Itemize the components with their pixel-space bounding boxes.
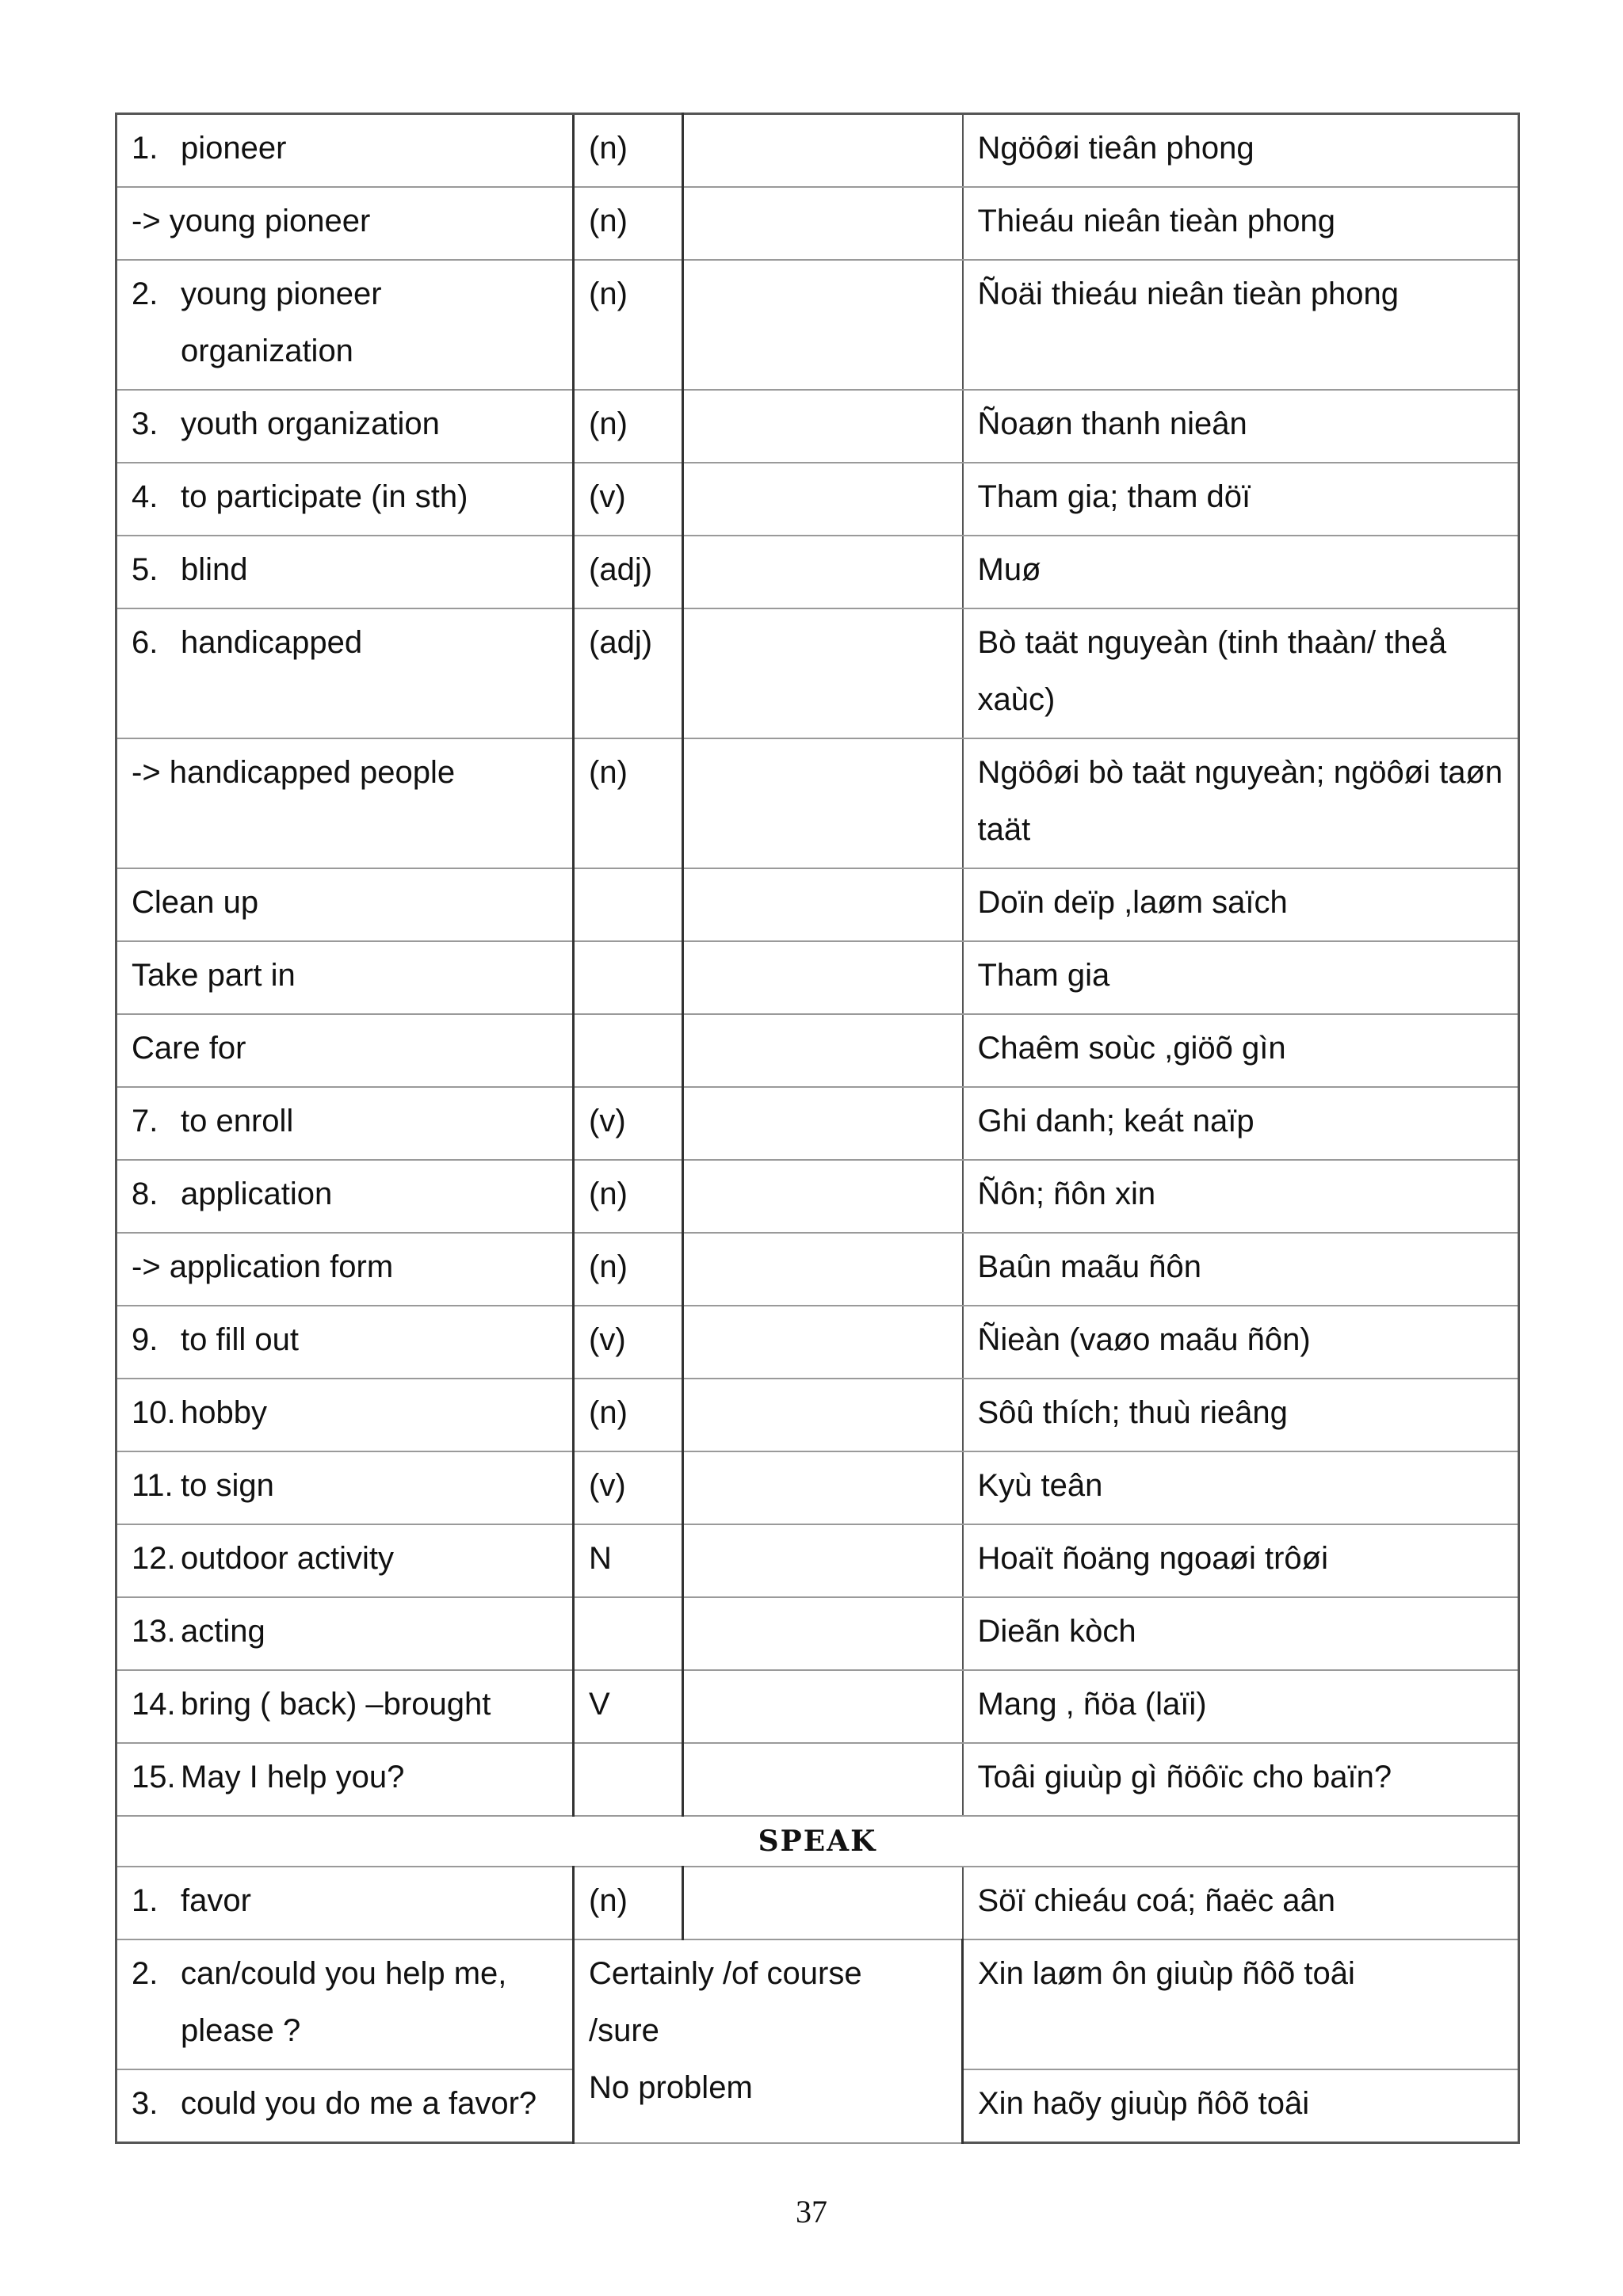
word-cell	[116, 608, 574, 738]
item-number: 8.	[132, 1177, 158, 1211]
word-cell	[116, 1087, 574, 1160]
part-of-speech	[574, 941, 683, 1014]
speak-heading: SPEAK	[116, 1816, 1519, 1867]
word-entry	[132, 120, 558, 177]
word-entry	[132, 614, 558, 671]
table-row	[116, 260, 1519, 390]
word-entry	[132, 1872, 558, 1929]
table-row	[116, 1597, 1519, 1670]
blank-cell	[683, 536, 963, 608]
table-row	[116, 390, 1519, 463]
item-number: 6.	[132, 625, 158, 660]
word-cell	[116, 941, 574, 1014]
vietnamese-meaning: Tham gia; tham döï	[963, 463, 1519, 536]
word-entry	[132, 1530, 558, 1587]
item-number: 15.	[132, 1760, 176, 1794]
part-of-speech	[574, 1743, 683, 1816]
english-term: -> application form	[132, 1249, 394, 1284]
phrase-line: can/could you help me,	[181, 1956, 507, 1991]
english-term: favor	[181, 1883, 251, 1918]
word-entry	[132, 1165, 558, 1222]
table-row	[116, 1743, 1519, 1816]
english-term: blind	[181, 552, 248, 587]
english-term: Take part in	[132, 958, 296, 993]
vietnamese-meaning: Ngöôøi tieân phong	[963, 114, 1519, 188]
vietnamese-meaning: Dieãn kòch	[963, 1597, 1519, 1670]
english-term: -> young pioneer	[132, 204, 371, 238]
table-row	[116, 536, 1519, 608]
item-number: 13.	[132, 1614, 176, 1649]
english-term: hobby	[181, 1395, 267, 1430]
word-entry	[132, 1603, 558, 1660]
english-term: to fill out	[181, 1322, 299, 1357]
item-number: 3.	[132, 2086, 158, 2121]
vietnamese-meaning: Baûn maãu ñôn	[963, 1233, 1519, 1306]
vietnamese-meaning: Ghi danh; keát naïp	[963, 1087, 1519, 1160]
word-entry	[132, 1311, 558, 1368]
item-number: 2.	[132, 1956, 158, 1991]
word-cell	[116, 1233, 574, 1306]
item-number: 2.	[132, 277, 158, 311]
english-term: handicapped	[181, 625, 363, 660]
english-term: May I help you?	[181, 1760, 405, 1794]
table-row	[116, 1379, 1519, 1451]
item-number: 1.	[132, 131, 158, 166]
table-row	[116, 114, 1519, 188]
word-cell	[116, 463, 574, 536]
table-row	[116, 187, 1519, 260]
page-number: 37	[796, 2194, 827, 2229]
word-entry	[132, 265, 558, 379]
word-cell	[116, 1524, 574, 1597]
blank-cell	[683, 1670, 963, 1743]
english-term: outdoor activity	[181, 1541, 395, 1576]
blank-cell	[683, 390, 963, 463]
vietnamese-meaning: Bò taät nguyeàn (tinh thaàn/ theå xaùc)	[963, 608, 1519, 738]
item-number: 3.	[132, 406, 158, 441]
word-entry	[132, 1749, 558, 1806]
english-term: bring ( back) –brought	[181, 1687, 491, 1722]
vietnamese-meaning: Doïn deïp ,laøm saïch	[963, 868, 1519, 941]
english-term: Care for	[132, 1031, 246, 1066]
blank-cell	[683, 608, 963, 738]
blank-cell	[683, 260, 963, 390]
table-row	[116, 1233, 1519, 1306]
part-of-speech: (n)	[574, 260, 683, 390]
blank-cell	[683, 1306, 963, 1379]
blank-cell	[683, 738, 963, 868]
part-of-speech: (n)	[574, 1867, 683, 1939]
english-term: Clean up	[132, 885, 259, 920]
phrase-line: please ?	[181, 2013, 301, 2048]
word-cell	[116, 1306, 574, 1379]
word-entry	[132, 2075, 558, 2132]
english-term: application	[181, 1177, 333, 1211]
table-row	[116, 1939, 1519, 2069]
part-of-speech: (n)	[574, 187, 683, 260]
english-phrase	[181, 1945, 506, 2059]
word-cell	[116, 114, 574, 188]
part-of-speech	[574, 868, 683, 941]
section-heading-row	[116, 1816, 1519, 1867]
english-term: young pioneer organization	[181, 277, 382, 368]
item-number: 1.	[132, 1883, 158, 1918]
table-row	[116, 1524, 1519, 1597]
item-number: 4.	[132, 479, 158, 514]
table-row	[116, 1867, 1519, 1939]
blank-cell	[683, 1233, 963, 1306]
part-of-speech: (n)	[574, 1379, 683, 1451]
item-number: 5.	[132, 552, 158, 587]
part-of-speech: (adj)	[574, 608, 683, 738]
part-of-speech: (n)	[574, 1233, 683, 1306]
blank-cell	[683, 1379, 963, 1451]
blank-cell	[683, 114, 963, 188]
blank-cell	[683, 1160, 963, 1233]
word-cell	[116, 390, 574, 463]
blank-cell	[683, 1451, 963, 1524]
item-number: 7.	[132, 1104, 158, 1138]
part-of-speech: (v)	[574, 463, 683, 536]
table-row	[116, 608, 1519, 738]
word-cell	[116, 1597, 574, 1670]
vietnamese-meaning: Chaêm soùc ,giöõ gìn	[963, 1014, 1519, 1087]
table-row	[116, 738, 1519, 868]
responses-cell	[574, 1939, 963, 2143]
word-entry	[132, 395, 558, 452]
word-entry	[132, 1384, 558, 1441]
blank-cell	[683, 1867, 963, 1939]
word-cell	[116, 738, 574, 868]
table-row	[116, 1160, 1519, 1233]
word-cell	[116, 260, 574, 390]
table-row	[116, 1306, 1519, 1379]
vietnamese-meaning: Ñieàn (vaøo maãu ñôn)	[963, 1306, 1519, 1379]
part-of-speech: (v)	[574, 1306, 683, 1379]
word-cell	[116, 1670, 574, 1743]
word-cell	[116, 536, 574, 608]
table-row	[116, 1670, 1519, 1743]
word-cell	[116, 1160, 574, 1233]
english-phrase: could you do me a favor?	[181, 2086, 537, 2121]
blank-cell	[683, 1524, 963, 1597]
blank-cell	[683, 1743, 963, 1816]
blank-cell	[683, 1014, 963, 1087]
part-of-speech: (n)	[574, 1160, 683, 1233]
word-entry	[132, 468, 558, 525]
table-row	[116, 941, 1519, 1014]
part-of-speech: (n)	[574, 738, 683, 868]
english-term: youth organization	[181, 406, 440, 441]
english-term: -> handicapped people	[132, 755, 456, 790]
part-of-speech: N	[574, 1524, 683, 1597]
response-line: /sure	[589, 2013, 659, 2048]
response-line: No problem	[589, 2070, 753, 2105]
item-number: 10.	[132, 1395, 176, 1430]
blank-cell	[683, 868, 963, 941]
vocabulary-table-body	[116, 114, 1519, 2143]
part-of-speech: (v)	[574, 1451, 683, 1524]
english-term: pioneer	[181, 131, 287, 166]
word-cell	[116, 1867, 574, 1939]
vietnamese-meaning: Mang , ñöa (laïi)	[963, 1670, 1519, 1743]
vietnamese-meaning: Ñôn; ñôn xin	[963, 1160, 1519, 1233]
table-row	[116, 463, 1519, 536]
item-number: 11.	[132, 1468, 174, 1503]
vocabulary-table	[115, 113, 1520, 2144]
english-term: to sign	[181, 1468, 274, 1503]
part-of-speech: (adj)	[574, 536, 683, 608]
part-of-speech: (v)	[574, 1087, 683, 1160]
blank-cell	[683, 1597, 963, 1670]
word-entry	[132, 1457, 558, 1514]
vietnamese-meaning: Tham gia	[963, 941, 1519, 1014]
word-entry	[132, 1945, 558, 2059]
word-cell	[116, 1379, 574, 1451]
word-cell	[116, 1939, 574, 2069]
word-cell	[116, 1743, 574, 1816]
table-row	[116, 1451, 1519, 1524]
table-row	[116, 1014, 1519, 1087]
part-of-speech	[574, 1597, 683, 1670]
vietnamese-meaning: Xin haõy giuùp ñôõ toâi	[963, 2069, 1519, 2143]
part-of-speech	[574, 1014, 683, 1087]
blank-cell	[683, 941, 963, 1014]
blank-cell	[683, 1087, 963, 1160]
item-number: 9.	[132, 1322, 158, 1357]
item-number: 14.	[132, 1687, 176, 1722]
vietnamese-meaning: Kyù teân	[963, 1451, 1519, 1524]
part-of-speech: (n)	[574, 114, 683, 188]
vietnamese-meaning: Ñoaøn thanh nieân	[963, 390, 1519, 463]
word-cell	[116, 868, 574, 941]
english-term: to participate (in sth)	[181, 479, 468, 514]
item-number: 12.	[132, 1541, 176, 1576]
vietnamese-meaning: Ngöôøi bò taät nguyeàn; ngöôøi taøn taät	[963, 738, 1519, 868]
blank-cell	[683, 463, 963, 536]
word-cell	[116, 187, 574, 260]
word-cell	[116, 2069, 574, 2143]
word-cell	[116, 1451, 574, 1524]
table-row	[116, 1087, 1519, 1160]
table-row	[116, 868, 1519, 941]
vietnamese-meaning: Hoaït ñoäng ngoaøi trôøi	[963, 1524, 1519, 1597]
part-of-speech: (n)	[574, 390, 683, 463]
word-entry	[132, 541, 558, 598]
vietnamese-meaning: Xin laøm ôn giuùp ñôõ toâi	[963, 1939, 1519, 2069]
word-entry	[132, 1093, 558, 1150]
vietnamese-meaning: Muø	[963, 536, 1519, 608]
blank-cell	[683, 187, 963, 260]
vietnamese-meaning: Sôû thích; thuù rieâng	[963, 1379, 1519, 1451]
vietnamese-meaning: Söï chieáu coá; ñaëc aân	[963, 1867, 1519, 1939]
vietnamese-meaning: Toâi giuùp gì ñöôïc cho baïn?	[963, 1743, 1519, 1816]
part-of-speech: V	[574, 1670, 683, 1743]
english-term: to enroll	[181, 1104, 294, 1138]
vietnamese-meaning: Ñoäi thieáu nieân tieàn phong	[963, 260, 1519, 390]
vietnamese-meaning: Thieáu nieân tieàn phong	[963, 187, 1519, 260]
response-line: Certainly /of course	[589, 1956, 862, 1991]
word-entry	[132, 1676, 558, 1733]
english-term: acting	[181, 1614, 265, 1649]
word-cell	[116, 1014, 574, 1087]
